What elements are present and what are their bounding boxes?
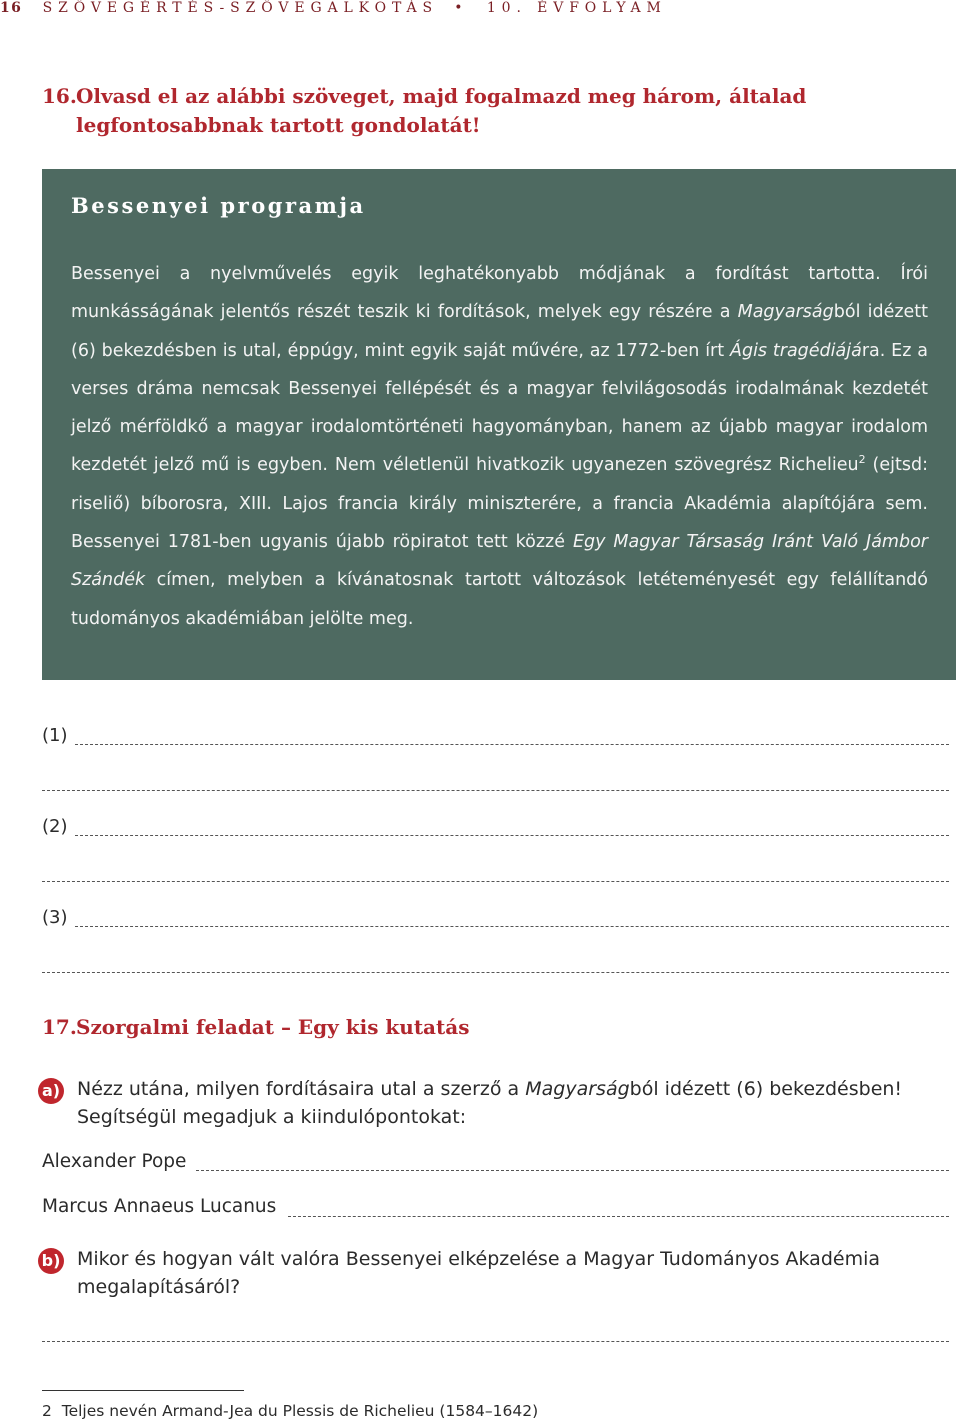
- subtask-b-text: Mikor és hogyan vált valóra Bessenyei elképzelése a Magyar Tudományos Akadémia megalapításáról?: [77, 1248, 881, 1298]
- reading-text-part-3: ra. Ez a verses dráma nemcsak Bessenyei fellépését és a magyar felvilágosodás irodalmának kezdetét jelző mérföldkő a magyar irodalomtörténeti hagyományban, hanem az újabb magyar irodalom kezdetét jelző mű is egyben. Nem véletlenül hivatkozik ugyanezen szövegrész Richelieu: [71, 340, 929, 476]
- answer-line-lucanus[interactable]: [288, 1216, 949, 1217]
- answer-line-2b[interactable]: [42, 881, 949, 882]
- task-16-instruction: Olvasd el az alábbi szöveget, majd fogalmazd meg három, általad legfontosabbnak tartott gondolatát!: [76, 84, 807, 137]
- answer-label-2: (2): [42, 816, 68, 837]
- reading-text-part-2: ból idézett (6) bekezdésben is utal, éppúgy, mint egyik saját művére, az 1772-ben írt: [71, 302, 929, 361]
- grade-label: 10. ÉVFOLYAM: [486, 0, 667, 16]
- reading-text-part-5: címen, melyben a kívánatosnak tartott változások letéteményesét egy felállítandó tudományos akadémiában jelölte meg.: [71, 570, 928, 629]
- author-lucanus: Marcus Annaeus Lucanus: [42, 1196, 277, 1217]
- answer-label-1: (1): [42, 725, 68, 746]
- task-17-title: Szorgalmi feladat – Egy kis kutatás: [76, 1015, 470, 1039]
- subtask-a-text-2: ból idézett (6) bekezdésben! Segítségül megadjuk a kiindulópontokat:: [77, 1078, 903, 1128]
- task-17-heading: [42, 1013, 958, 1043]
- reading-text-part-1: Bessenyei a nyelvművelés egyik leghatékonyabb módjának a fordítást tartotta. Írói munkásságának jelentős részét teszik ki fordítások, melyek egy részére a: [71, 264, 928, 323]
- reading-text-part-4: (ejtsd: riseliő) bíborosra, XIII. Lajos francia király miniszterére, a francia Akadémia alapítójára sem. Bessenyei 1781-ben ugyanis újabb röpiratot tett közzé: [71, 455, 928, 553]
- reading-text-agis: Ágis tragédiájá: [729, 340, 862, 361]
- answer-label-3: (3): [42, 907, 68, 928]
- running-title: SZÖVEGÉRTÉS-SZÖVEGALKOTÁS: [42, 0, 438, 16]
- answer-line-b[interactable]: [42, 1341, 949, 1342]
- answer-line-2a[interactable]: [75, 835, 949, 836]
- reading-text-pamphlet: Egy Magyar Társaság Iránt Való Jámbor Szándék: [71, 532, 928, 591]
- answer-line-3a[interactable]: [75, 926, 949, 927]
- reading-text-magyarsag: Magyarság: [737, 302, 834, 323]
- answer-line-3b[interactable]: [42, 972, 949, 973]
- header-separator: •: [454, 0, 463, 16]
- task-17-number: 17.: [42, 1015, 77, 1039]
- footnote-reference: 2: [858, 453, 866, 467]
- answer-line-1b[interactable]: [42, 790, 949, 791]
- reading-box-title: Bessenyei programja: [71, 193, 366, 218]
- task-16-heading: [42, 82, 958, 142]
- answer-line-1a[interactable]: [75, 744, 949, 745]
- subtask-b-badge: b): [38, 1248, 64, 1274]
- page-number: 16: [0, 0, 23, 16]
- reading-box: [42, 169, 956, 680]
- subtask-a-text: [77, 1075, 957, 1131]
- footnote-number: 2: [42, 1402, 52, 1420]
- running-header: [0, 0, 960, 22]
- task-16-number: 16.: [42, 84, 77, 108]
- footnote-text: Teljes nevén Armand-Jea du Plessis de Richelieu (1584–1642): [61, 1402, 539, 1420]
- answer-line-pope[interactable]: [196, 1170, 949, 1171]
- reading-box-text: [71, 255, 928, 638]
- author-pope: Alexander Pope: [42, 1151, 187, 1172]
- footnote-rule: [42, 1390, 244, 1391]
- subtask-a-text-1: Nézz utána, milyen fordításaira utal a szerző a: [77, 1078, 526, 1100]
- footnote: [42, 1402, 538, 1420]
- subtask-a-badge: a): [38, 1078, 64, 1104]
- subtask-a-italic: Magyarság: [525, 1078, 630, 1100]
